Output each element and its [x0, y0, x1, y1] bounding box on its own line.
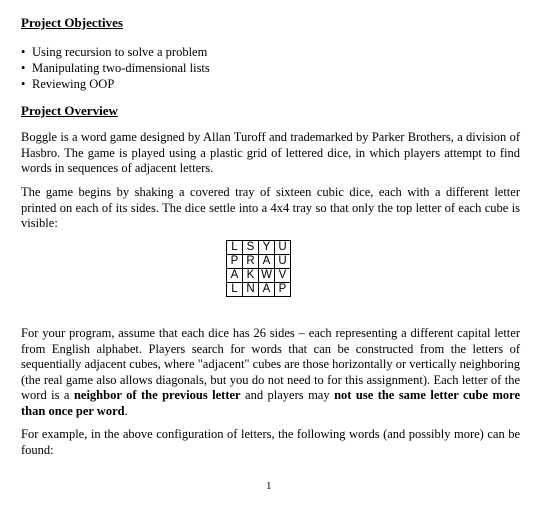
board-cell: Y: [259, 241, 275, 255]
objectives-heading: Project Objectives: [21, 15, 123, 30]
board-cell: L: [227, 283, 243, 297]
board-cell: K: [243, 269, 259, 283]
board-row: [227, 283, 291, 297]
objectives-list: [21, 44, 210, 92]
rules-paragraph: [21, 326, 520, 419]
overview-paragraph-1: Boggle is a word game designed by Allan Turoff and trademarked by Parker Brothers, a division of Hasbro. The game is played using a plastic grid of lettered dice, in which players attempt to find words in sequences of adjacent letters.: [21, 130, 520, 175]
board-row: [227, 269, 291, 283]
bullet-icon: •: [21, 77, 26, 91]
board-cell: A: [259, 283, 275, 297]
board-cell: A: [259, 255, 275, 269]
board-row: [227, 255, 291, 269]
board-cell: A: [227, 269, 243, 283]
board-cell: N: [243, 283, 259, 297]
objective-item: • Reviewing OOP: [21, 77, 115, 91]
page-number: 1: [266, 480, 272, 492]
boggle-board: [226, 240, 291, 297]
board-cell: P: [275, 283, 291, 297]
rules-text: and players may: [240, 388, 335, 402]
bullet-icon: •: [21, 45, 26, 59]
board-cell: R: [243, 255, 259, 269]
rules-emphasis: not use the same letter cube more than once per word: [21, 388, 520, 418]
board-cell: S: [243, 241, 259, 255]
rules-emphasis: neighbor of the previous letter: [73, 388, 241, 402]
rules-text: .: [124, 403, 128, 418]
objective-item: • Using recursion to solve a problem: [21, 45, 208, 59]
board-cell: W: [259, 269, 275, 283]
board-cell: L: [227, 241, 243, 255]
board-cell: U: [275, 241, 291, 255]
board-cell: V: [275, 269, 291, 283]
board-row: [227, 241, 291, 255]
board-cell: P: [227, 255, 243, 269]
board-cell: U: [275, 255, 291, 269]
example-paragraph: For example, in the above configuration of letters, the following words (and possibly more) can be found:: [21, 427, 520, 457]
objective-item: • Manipulating two-dimensional lists: [21, 61, 210, 75]
rules-text: For your program, assume that each dice has 26 sides – each representing a different capital letter from English alphabet. Players search for words that can be constructed from the letters of sequentially adjacent cubes, where "adjacent" cubes are those horizontally or vertically neighboring (the real game also allows diagonals, but you do not need to for this assignment). Each letter of the word is a: [21, 326, 520, 402]
overview-heading: Project Overview: [21, 103, 118, 118]
bullet-icon: •: [21, 61, 26, 75]
overview-paragraph-2: The game begins by shaking a covered tray of sixteen cubic dice, each with a different letter printed on each of its sides. The dice settle into a 4x4 tray so that only the top letter of each cube is visible:: [21, 185, 520, 230]
